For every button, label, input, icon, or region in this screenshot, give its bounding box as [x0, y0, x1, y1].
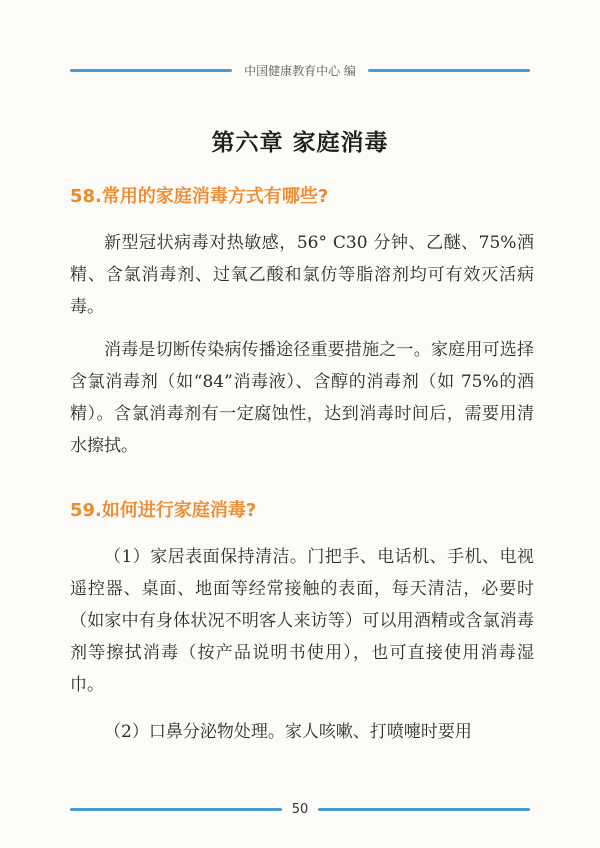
chapter-title: 第六章 家庭消毒 [211, 130, 389, 156]
question-heading-58: 58.常用的家庭消毒方式有哪些? [70, 186, 329, 207]
page-footer [70, 797, 530, 821]
paragraph-59-2: （2）口鼻分泌物处理。家人咳嗽、打喷嚏时要用 [104, 722, 472, 742]
footer-rule-right [318, 808, 530, 811]
paragraph-58-1: 新型冠状病毒对热敏感，56° C30 分钟、乙醚、75%酒精、含氯消毒剂、过氧乙酸和氯仿等脂溶剂均可有效灭活病毒。 [70, 233, 534, 317]
paragraph-59-1: （1）家居表面保持清洁。门把手、电话机、手机、电视遥控器、桌面、地面等经常接触的表面，每天清洁，必要时（如家中有身体状况不明客人来访等）可以用酒精或含氯消毒剂等擦拭消毒（按产品说明书使用），也可直接使用消毒湿巾。 [70, 547, 534, 695]
footer-rule-left [70, 808, 282, 811]
header-rule-left [70, 69, 232, 72]
question-heading-59: 59.如何进行家庭消毒? [70, 500, 257, 521]
page-number: 50 [291, 801, 309, 817]
page-header [70, 60, 530, 80]
header-editor-text: 中国健康教育中心 编 [244, 63, 356, 78]
header-rule-right [368, 69, 530, 72]
paragraph-58-2: 消毒是切断传染病传播途径重要措施之一。家庭用可选择含氯消毒剂（如“84”消毒液）、含醇的消毒剂（如 75%的酒精）。含氯消毒剂有一定腐蚀性，达到消毒时间后，需要用清水擦拭。 [70, 340, 534, 456]
